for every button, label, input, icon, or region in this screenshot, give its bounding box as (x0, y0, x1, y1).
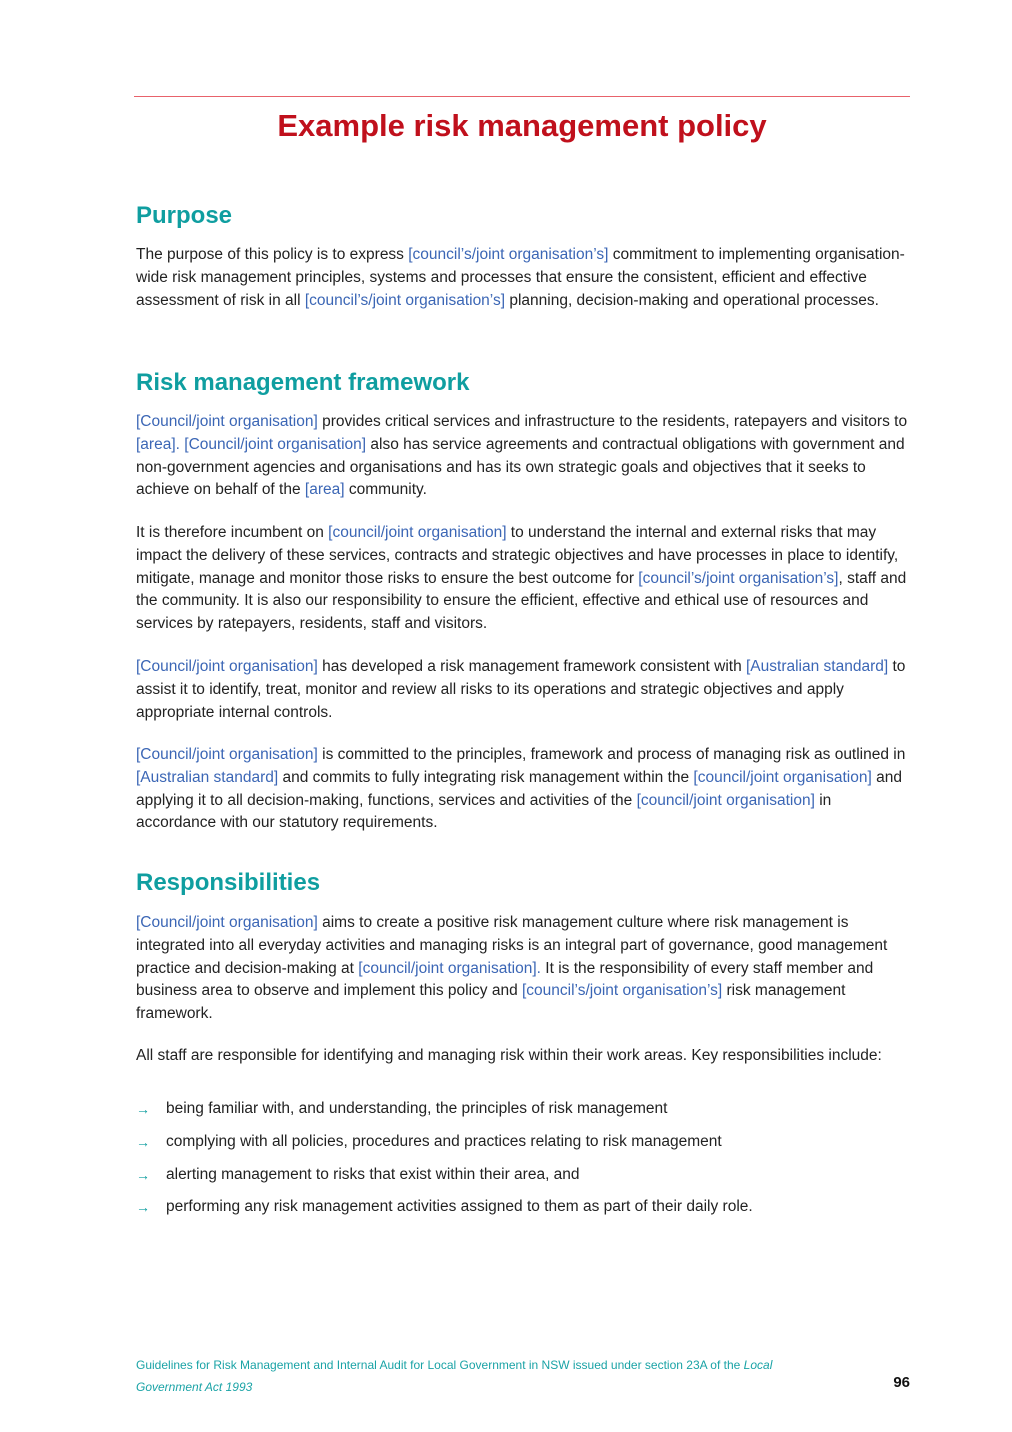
list-item: → being familiar with, and understanding, the principles of risk management (136, 1098, 912, 1121)
framework-paragraph-2 (136, 522, 912, 636)
placeholder-text: [council/joint organisation] (328, 524, 507, 541)
arrow-right-icon: → (136, 1133, 150, 1150)
paragraph-text: to assist it to identify, treat, monitor and review all risks to its operations and strategic objectives and apply appropriate internal controls. (136, 658, 906, 721)
header-rule (134, 96, 910, 97)
paragraph-text: and commits to fully integrating risk management within the (278, 768, 694, 786)
placeholder-text: [council’s/joint organisation’s] (304, 291, 506, 309)
paragraph-text: , staff and the community. It is also our responsibility to ensure the efficient, effective and ethical use of resources and services by ratepayers, residents, staff and visitors. (136, 569, 907, 633)
heading-responsibilities: Responsibilities (136, 869, 321, 896)
placeholder-text: [council’s/joint organisation’s] (522, 982, 723, 1000)
placeholder-text: [council’s/joint organisation’s] (638, 569, 839, 587)
paragraph-text: planning, decision-making and operational processes. (505, 291, 879, 309)
footer-citation: Guidelines for Risk Management and Internal Audit for Local Government in NSW issued under section 23A of the Local Government Act 1993 (136, 1358, 773, 1394)
paragraph-text: is committed to the principles, framework and process of managing risk as outlined in (317, 746, 906, 763)
list-item: → complying with all policies, procedures and practices relating to risk management (136, 1131, 912, 1154)
placeholder-text: [council/joint organisation]. (358, 959, 541, 977)
placeholder-text: [council/joint organisation] (693, 768, 872, 786)
placeholder-text: [Council/joint organisation] (136, 746, 318, 763)
paragraph-text: The purpose of this policy is to express (136, 246, 409, 263)
placeholder-text: [council’s/joint organisation’s] (408, 246, 609, 263)
framework-paragraph-3 (136, 656, 912, 724)
arrow-right-icon: → (136, 1166, 150, 1183)
paragraph-text: to understand the internal and external risks that may impact the delivery of these services, contracts and strategic objectives and have processes in place to identify, mitigate, manage and monitor those risks to ensure the best outcome for (136, 524, 899, 587)
placeholder-text: [Council/joint organisation] (136, 413, 318, 430)
purpose-paragraph (136, 244, 912, 312)
paragraph-text: aims to create a positive risk management culture where risk management is integrated into all everyday activities and managing risks is an integral part of governance, good management practice and decision-making at (136, 914, 888, 977)
responsibilities-paragraph-2: All staff are responsible for identifying and managing risk within their work areas. Key responsibilities include: (136, 1047, 882, 1064)
paragraph-text: in accordance with our statutory requirements. (136, 791, 832, 832)
paragraph-text: community. (344, 481, 427, 499)
paragraph-text: commitment to implementing organisation-wide risk management principles, systems and processes that ensure the consistent, efficient and effective assessment of risk in all (136, 246, 905, 309)
list-item: → performing any risk management activities assigned to them as part of their daily role. (136, 1196, 912, 1219)
list-item: → alerting management to risks that exist within their area, and (136, 1164, 912, 1187)
placeholder-text: [area]. (136, 435, 180, 453)
paragraph-text: It is the responsibility of every staff member and business area to observe and implement this policy and (136, 959, 874, 1000)
placeholder-text: [area] (304, 481, 345, 499)
page-title: Example risk management policy (277, 108, 767, 143)
paragraph-text: and applying it to all decision-making, functions, services and activities of the (136, 768, 902, 809)
placeholder-text: [Council/joint organisation] (136, 658, 318, 675)
paragraph-text: provides critical services and infrastructure to the residents, ratepayers and visitors to (317, 413, 908, 430)
heading-risk-management-framework: Risk management framework (136, 369, 470, 396)
placeholder-text: [Australian standard] (746, 658, 889, 675)
framework-paragraph-1 (136, 411, 912, 502)
arrow-right-icon: → (136, 1199, 150, 1216)
paragraph-text: risk management framework. (136, 982, 846, 1023)
placeholder-text: [Council/joint organisation] (136, 914, 318, 931)
responsibilities-list (136, 1098, 912, 1229)
arrow-right-icon: → (136, 1101, 150, 1117)
responsibilities-paragraph-1 (136, 912, 912, 1026)
placeholder-text: [Australian standard] (136, 768, 279, 786)
placeholder-text: [Council/joint organisation] (184, 435, 367, 453)
heading-purpose: Purpose (136, 202, 233, 229)
page-number: 96 (893, 1374, 910, 1391)
paragraph-text: has developed a risk management framework consistent with (317, 658, 746, 675)
paragraph-text: also has service agreements and contractual obligations with government and non-government agencies and organisations and has its own strategic goals and objectives that it seeks to achieve on behalf of the (136, 435, 905, 499)
paragraph-text: It is therefore incumbent on (136, 524, 329, 541)
placeholder-text: [council/joint organisation] (636, 791, 815, 809)
framework-paragraph-4 (136, 744, 912, 835)
